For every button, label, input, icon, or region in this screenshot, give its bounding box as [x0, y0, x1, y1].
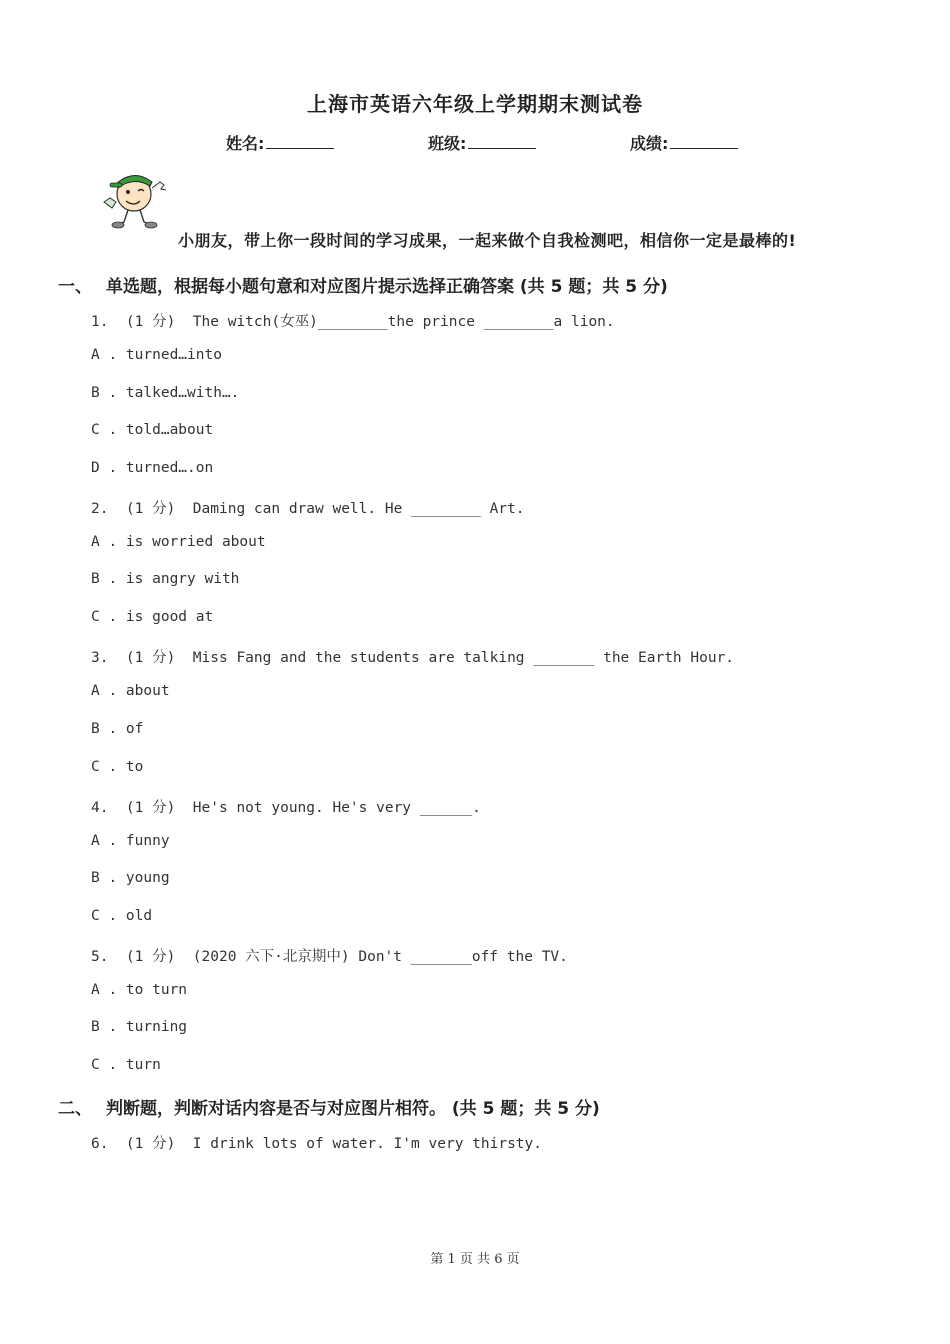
section-title: 单选题，根据每小题句意和对应图片提示选择正确答案 (共 5 题；共 5 分) — [106, 277, 668, 297]
name-field — [226, 131, 334, 154]
page-title: 上海市英语六年级上学期期末测试卷 — [307, 92, 643, 116]
q1-option-c[interactable]: C . told…about — [91, 422, 214, 438]
encouragement-text: 小朋友，带上你一段时间的学习成果，一起来做个自我检测吧，相信你一定是最棒的! — [178, 231, 797, 250]
score-blank[interactable] — [670, 132, 738, 149]
q2-option-b[interactable]: B . is angry with — [91, 571, 240, 587]
q5-option-c[interactable]: C . turn — [91, 1057, 161, 1073]
q3-option-b[interactable]: B . of — [91, 721, 144, 737]
class-field — [428, 131, 536, 154]
section-number: 二、 — [58, 1099, 92, 1119]
q2-option-c[interactable]: C . is good at — [91, 609, 214, 625]
student-info-row — [0, 131, 950, 155]
question-3: 3. (1 分) Miss Fang and the students are talking _______ the Earth Hour. — [91, 650, 735, 666]
name-label: 姓名: — [226, 134, 265, 153]
q2-option-a[interactable]: A . is worried about — [91, 534, 266, 550]
section-number: 一、 — [58, 277, 92, 297]
q1-option-d[interactable]: D . turned….on — [91, 460, 214, 476]
q3-option-a[interactable]: A . about — [91, 683, 170, 699]
score-label: 成绩: — [630, 134, 669, 153]
section-header-2 — [58, 1094, 600, 1119]
class-label: 班级: — [428, 134, 467, 153]
question-6: 6. (1 分) I drink lots of water. I'm very thirsty. — [91, 1136, 542, 1152]
page-footer: 第 1 页 共 6 页 — [430, 1252, 520, 1267]
score-field — [630, 131, 738, 154]
q5-option-a[interactable]: A . to turn — [91, 982, 188, 998]
q1-option-b[interactable]: B . talked…with…. — [91, 385, 240, 401]
name-blank[interactable] — [266, 132, 334, 149]
mascot-boy-icon — [96, 166, 174, 230]
q4-option-a[interactable]: A . funny — [91, 833, 170, 849]
q1-option-a[interactable]: A . turned…into — [91, 347, 222, 363]
q4-option-b[interactable]: B . young — [91, 870, 170, 886]
question-1: 1. (1 分) The witch(女巫)________the prince ________a lion. — [91, 314, 615, 330]
q3-option-c[interactable]: C . to — [91, 759, 144, 775]
q5-option-b[interactable]: B . turning — [91, 1019, 188, 1035]
section-header-1 — [58, 272, 668, 297]
q4-option-c[interactable]: C . old — [91, 908, 153, 924]
question-5: 5. (1 分) (2020 六下·北京期中) Don't _______off the TV. — [91, 949, 568, 965]
question-4: 4. (1 分) He's not young. He's very ______. — [91, 800, 481, 816]
section-title: 判断题，判断对话内容是否与对应图片相符。 (共 5 题；共 5 分) — [106, 1099, 600, 1119]
class-blank[interactable] — [468, 132, 536, 149]
question-2: 2. (1 分) Daming can draw well. He ________ Art. — [91, 501, 525, 517]
